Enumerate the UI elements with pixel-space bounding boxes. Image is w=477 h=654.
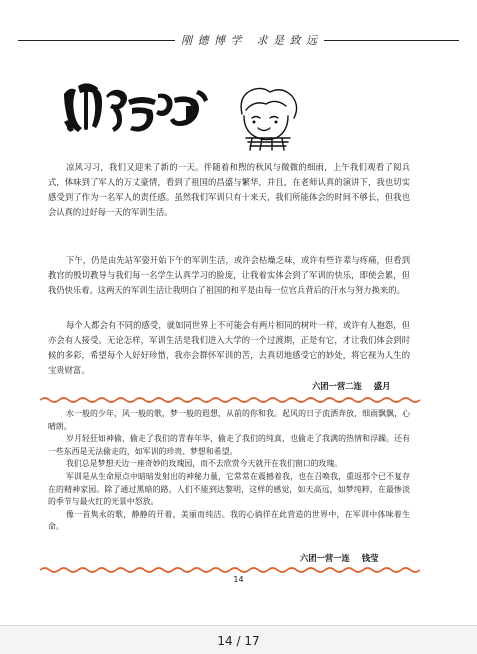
page-indicator[interactable]: 14 / 17 [217, 634, 260, 648]
essay2-signature-unit: 六团一营一连 [300, 553, 350, 563]
essay2-signature [300, 552, 378, 564]
header-motto-left: 刚 德 博 学 [181, 34, 243, 47]
essay2-paragraph-1: 水一般的少年，风一般的歌，梦一般的遐想，从前的你和我。起风的日子流洒奔放，细雨飘飘，心晴朗。 [48, 409, 410, 431]
essay1-signature-name: 盛月 [373, 381, 391, 391]
wavy-divider-top [40, 395, 420, 405]
essay2-paragraph-3: 我们总是梦想天边一座奇妙的玫瑰园，而不去欣赏今天就开在我们窗口的玫瑰。 [66, 459, 343, 469]
wavy-divider-bottom [40, 565, 420, 575]
running-header [175, 32, 324, 48]
header-motto-right: 求 是 致 远 [256, 34, 318, 47]
essay1-signature-unit: 六团一营二连 [312, 381, 362, 391]
essay2-paragraph-4: 军训是从生命原点中暗暗发射出的神秘力量，它常常在震撼着我，也在召唤我，重返那个已不复存在的精神家园。除了通过黑暗的路，人们不能到达黎明，这样的感觉，如天高远，如梦纯粹，在最惨淡的季节与最火红的光景中怒放。 [48, 471, 410, 507]
essay2-paragraph-2: 岁月轻狂如神偷，偷走了我们的青春年华，偷走了我们的纯真，也偷走了我满的热情和浮躁。还有一些东西是无法偷走的，如军训的珍贵、梦想和希望。 [48, 434, 410, 456]
page-number: 14 [233, 575, 244, 584]
cartoon-girl-illustration [232, 84, 304, 154]
essay2-signature-name: 钱莹 [361, 553, 379, 563]
essay2-paragraph-5: 像一首隽永的歌，静静的开着，美丽而纯洁。我的心徜徉在此营造的世界中，在军训中体味着生命。 [48, 509, 410, 532]
pdf-pager-bar [0, 625, 477, 654]
calligraphy-title-image [58, 76, 213, 136]
essay1-paragraph-3: 每个人都会有不同的感受，就如同世界上不可能会有两片相同的树叶一样，或许有人抱怨，但亦会有人接受。无论怎样，军训生活是我们进入大学的一个过渡期，正是有它，才让我们体会到时候的多彩，希望每个人好好珍惜，我亦会群怀军训的苦，去真切地感受它的妙处，将它视为人生的宝贵财富。 [48, 320, 410, 376]
essay1-paragraph-1: 凉风习习，我们又迎来了新的一天。伴随着和煦的秋风与微微的细雨，上午我们观看了阅兵式，体味到了军人的万丈豪情，看到了祖国的昌盛与繁华，并且，在老师认真的演讲下，我也切实感受到了作为一名军人的责任感。虽然我们军训只有十来天，我们所能体会的时间不够长，但我也会认真的过好每一天的军训生活。 [48, 162, 410, 218]
essay2-body [48, 408, 410, 534]
essay1-paragraph-2: 下午，仍是由先站军姿开始下午的军训生活，或许会枯燥乏味，或许有些许辈与疼痛，但看到教官的殷切教导与我们每一名学生认真学习的脸庞，让我着实体会到了军训的快乐，即使会累，但我仍快乐着。这两天的军训生活让我明白了祖国的和平是由每一位官兵背后的汗水与努力换来的。 [48, 255, 410, 296]
essay1-signature [312, 380, 390, 392]
